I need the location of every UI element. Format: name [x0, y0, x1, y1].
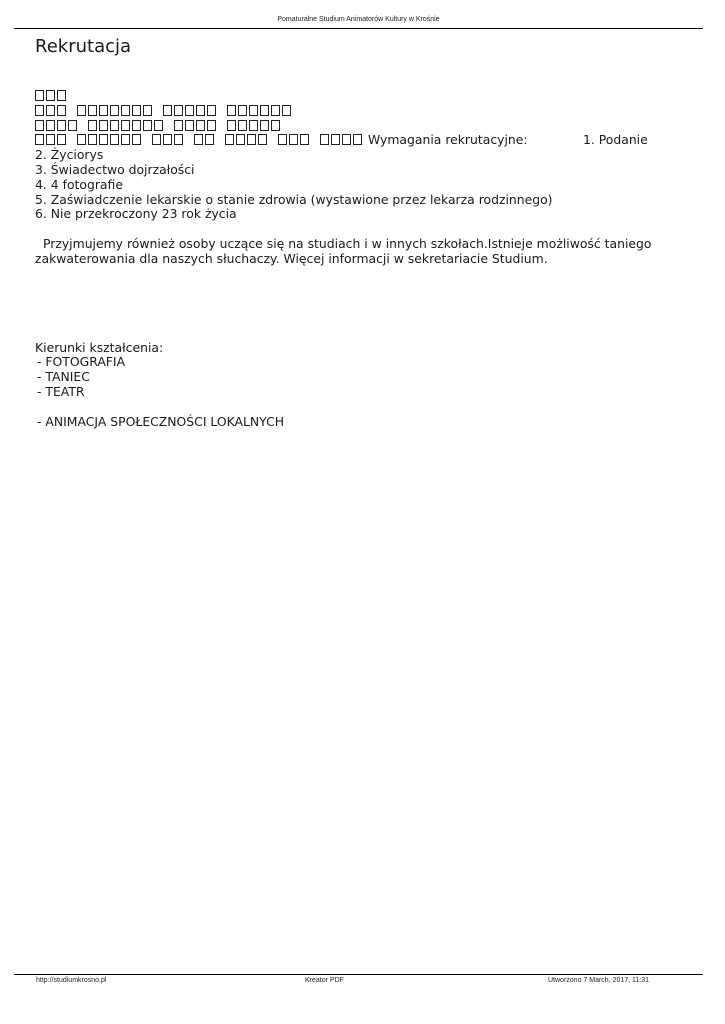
missing-glyph-box [163, 105, 172, 116]
requirement-item: 6. Nie przekroczony 23 rok życia [35, 206, 237, 222]
missing-glyph-box [35, 90, 44, 101]
missing-glyph-box [143, 120, 152, 131]
missing-glyph-box [99, 134, 108, 145]
missing-glyph-box [342, 134, 351, 145]
missing-glyph-box [163, 134, 172, 145]
missing-glyph-box [260, 105, 269, 116]
missing-glyph-box [205, 134, 214, 145]
course-item: - TANIEC [37, 369, 90, 385]
info-paragraph: Przyjmujemy również osoby uczące się na studiach i w innych szkołach.Istnieje możliwość taniego zakwaterowania dla naszych słuchaczy. Więcej informacji w sekretariacie Studium. [35, 235, 652, 266]
missing-glyph-box [289, 134, 298, 145]
missing-glyph-box [143, 105, 152, 116]
missing-glyph-box [77, 134, 86, 145]
missing-glyph-box [121, 120, 130, 131]
missing-glyph-box [331, 134, 340, 145]
missing-glyph-box [227, 120, 236, 131]
course-item: - TEATR [37, 383, 85, 399]
missing-glyph-box [46, 90, 55, 101]
missing-glyph-line [35, 119, 665, 134]
missing-glyph-box [46, 120, 55, 131]
missing-glyph-box [152, 134, 161, 145]
missing-glyph-line [35, 89, 665, 104]
missing-glyph-box [194, 134, 203, 145]
missing-glyph-box [207, 120, 216, 131]
missing-glyph-box [68, 120, 77, 131]
missing-glyph-box [46, 134, 55, 145]
page-title: Rekrutacja [35, 36, 132, 57]
requirements-first-line [35, 133, 665, 148]
missing-glyph-box [35, 120, 44, 131]
missing-glyph-box [260, 120, 269, 131]
missing-glyph-box [88, 134, 97, 145]
footer-divider [14, 974, 703, 975]
missing-glyph-box [258, 134, 267, 145]
missing-glyph-box [99, 105, 108, 116]
missing-glyph-box [249, 120, 258, 131]
document-body [35, 89, 665, 429]
course-item: - ANIMACJA SPOŁECZNOŚCI LOKALNYCH [37, 413, 285, 429]
missing-glyph-box [132, 120, 141, 131]
requirement-item: 1. Podanie [583, 132, 648, 148]
missing-glyph-box [174, 105, 183, 116]
missing-glyph-box [185, 105, 194, 116]
missing-glyph-box [249, 105, 258, 116]
requirement-item: 5. Zaświadczenie lekarskie o stanie zdrowia (wystawione przez lekarza rodzinnego) [35, 191, 553, 207]
footer-url: http://studiumkrosno.pl [36, 977, 107, 984]
missing-glyph-box [46, 105, 55, 116]
missing-glyph-box [132, 105, 141, 116]
missing-glyph-box [196, 120, 205, 131]
missing-glyph-box [57, 134, 66, 145]
missing-glyph-box [35, 105, 44, 116]
requirement-item: 3. Świadectwo dojrzałości [35, 161, 195, 177]
missing-glyph-box [320, 134, 329, 145]
missing-glyph-box [57, 90, 66, 101]
missing-glyph-box [88, 120, 97, 131]
missing-glyph-box [300, 134, 309, 145]
header-divider [14, 28, 703, 29]
missing-glyph-box [236, 134, 245, 145]
missing-glyph-box [121, 105, 130, 116]
missing-glyph-box [207, 105, 216, 116]
missing-glyph-box [247, 134, 256, 145]
missing-glyph-line [35, 104, 665, 119]
missing-glyph-box [225, 134, 234, 145]
missing-glyph-box [238, 105, 247, 116]
missing-glyph-box [196, 105, 205, 116]
missing-glyph-box [57, 120, 66, 131]
missing-glyph-box [77, 105, 86, 116]
missing-glyph-box [271, 120, 280, 131]
missing-glyph-box [238, 120, 247, 131]
missing-glyph-box [121, 134, 130, 145]
missing-glyph-box [271, 105, 280, 116]
missing-glyph-box [227, 105, 236, 116]
missing-glyph-box [353, 134, 362, 145]
requirements-heading: Wymagania rekrutacyjne: [368, 132, 528, 148]
requirement-item: 4. 4 fotografie [35, 176, 123, 192]
missing-glyph-box [88, 105, 97, 116]
missing-glyph-box [185, 120, 194, 131]
missing-glyph-box [35, 134, 44, 145]
missing-glyph-box [57, 105, 66, 116]
missing-glyph-line [35, 132, 364, 147]
missing-glyph-box [110, 134, 119, 145]
missing-glyph-box [174, 120, 183, 131]
missing-glyph-box [99, 120, 108, 131]
courses-section [35, 341, 665, 430]
footer-created-date: Utworzono 7 March, 2017, 11:31 [548, 977, 650, 984]
footer-generator: Kreator PDF [305, 977, 344, 984]
missing-glyph-box [154, 120, 163, 131]
missing-glyph-box [174, 134, 183, 145]
missing-glyph-box [132, 134, 141, 145]
page-header-title: Pomaturalne Studium Animatorów Kultury w Krośnie [277, 16, 440, 23]
requirement-item: 2. Życiorys [35, 147, 104, 163]
missing-glyph-box [110, 120, 119, 131]
missing-glyph-box [278, 134, 287, 145]
courses-heading: Kierunki kształcenia: [35, 339, 164, 355]
missing-glyph-box [110, 105, 119, 116]
missing-glyph-box [282, 105, 291, 116]
course-item: - FOTOGRAFIA [37, 354, 126, 370]
